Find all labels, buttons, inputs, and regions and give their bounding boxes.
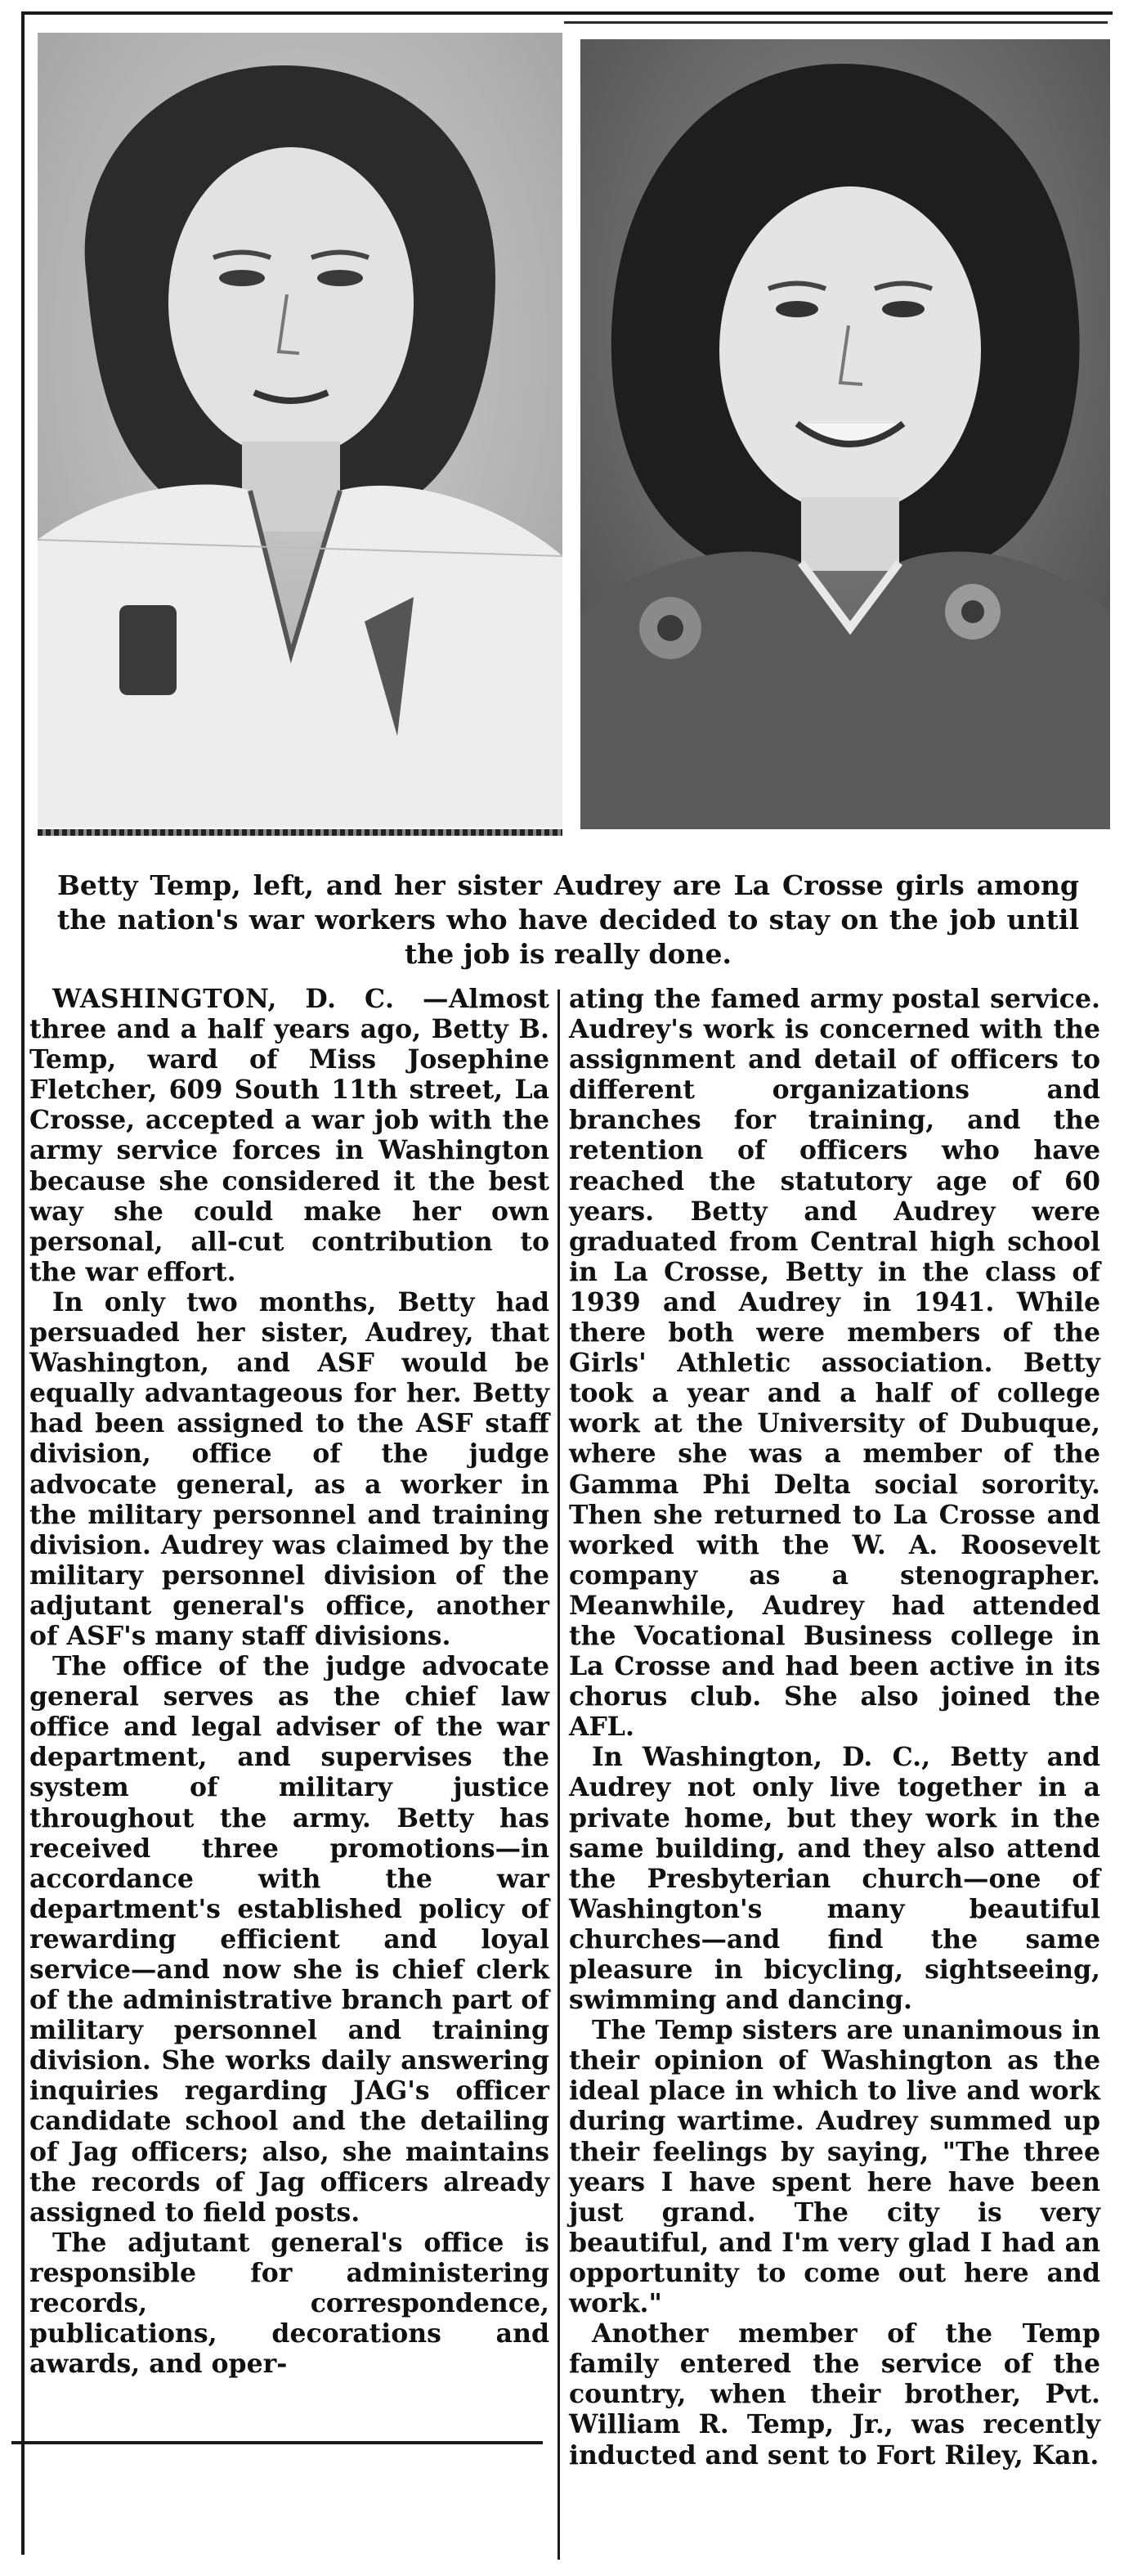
article-paragraph: The adjutant general's office is responsible for administering records, correspondence, publications, decorations and awards, and oper- <box>29 2227 549 2380</box>
photo-audrey-temp <box>580 39 1110 829</box>
article-paragraph: Another member of the Temp family entered the service of the country, when their brother, Pvt. William R. Temp, Jr., was recently inducted and sent to Fort Riley, Kan. <box>569 2318 1100 2471</box>
article-paragraph: The office of the judge advocate general serves as the chief law office and legal adviser of the war department, and supervises the system of military justice throughout the army. Betty has received three promotions—in accordance with the war department's established policy of rewarding efficient and loyal service—and now she is chief clerk of the administrative branch part of military personnel and training division. She works daily answering inquiries regarding JAG's officer candidate school and the detailing of Jag officers; also, she maintains the records of Jag officers already assigned to field posts. <box>29 1651 549 2228</box>
caption-name: Betty Temp <box>57 869 232 901</box>
top-border-rule <box>21 11 1113 15</box>
article-paragraph: In Washington, D. C., Betty and Audrey not only live together in a private home, but they work in the same building, and they also attend the Presbyterian church—one of Washington's many beautiful churches—and find the same pleasure in bicycling, sightseeing, swimming and dancing. <box>569 1742 1100 2016</box>
paragraph-text: Almost three and a half years ago, Betty B. Temp, ward of Miss Josephine Fletcher, 609 South 11th street, La Crosse, accepted a war job with the army service forces in Washington because she considered it the best way she could make her own personal, all-cut contribution to the war effort. <box>29 984 549 1287</box>
portrait-betty <box>38 33 562 828</box>
caption-text: , left, and her sister Audrey are La Crosse girls among the nation's war workers who have decided to stay on the job until the job is really done. <box>57 869 1080 970</box>
left-border-rule <box>21 11 25 2555</box>
article-column-right <box>569 984 1100 2471</box>
photo-betty-temp <box>38 33 562 828</box>
column-divider <box>558 990 560 2560</box>
portrait-audrey <box>580 39 1110 829</box>
dateline: WASHINGTON, D. C. — <box>52 984 449 1014</box>
article-column-left <box>29 984 549 2379</box>
article-paragraph <box>29 984 549 1287</box>
photo-bottom-edge <box>38 829 562 836</box>
column-bottom-rule <box>11 2441 543 2444</box>
photo-caption <box>57 868 1079 972</box>
photo-top-rule <box>564 21 1108 24</box>
article-paragraph: ating the famed army postal service. Audrey's work is concerned with the assignment and detail of officers to different organizations and branches for training, and the retention of officers who have reached the statutory age of 60 years. Betty and Audrey were graduated from Central high school in La Crosse, Betty in the class of 1939 and Audrey in 1941. While there both were members of the Girls' Athletic association. Betty took a year and a half of college work at the University of Dubuque, where she was a member of the Gamma Phi Delta social sorority. Then she returned to La Crosse and worked with the W. A. Roosevelt company as a stenographer. Meanwhile, Audrey had attended the Vocational Business college in La Crosse and had been active in its chorus club. She also joined the AFL. <box>569 984 1100 1743</box>
article-paragraph: The Temp sisters are unanimous in their opinion of Washington as the ideal place in which to live and work during wartime. Audrey summed up their feelings by saying, "The three years I have spent here have been just grand. The city is very beautiful, and I'm very glad I had an opportunity to come out here and work." <box>569 2015 1100 2319</box>
article-paragraph: In only two months, Betty had persuaded her sister, Audrey, that Washington, and ASF would be equally advantageous for her. Betty had been assigned to the ASF staff division, office of the judge advocate general, as a worker in the military personnel and training division. Audrey was claimed by the military personnel division of the adjutant general's office, another of ASF's many staff divisions. <box>29 1286 549 1651</box>
